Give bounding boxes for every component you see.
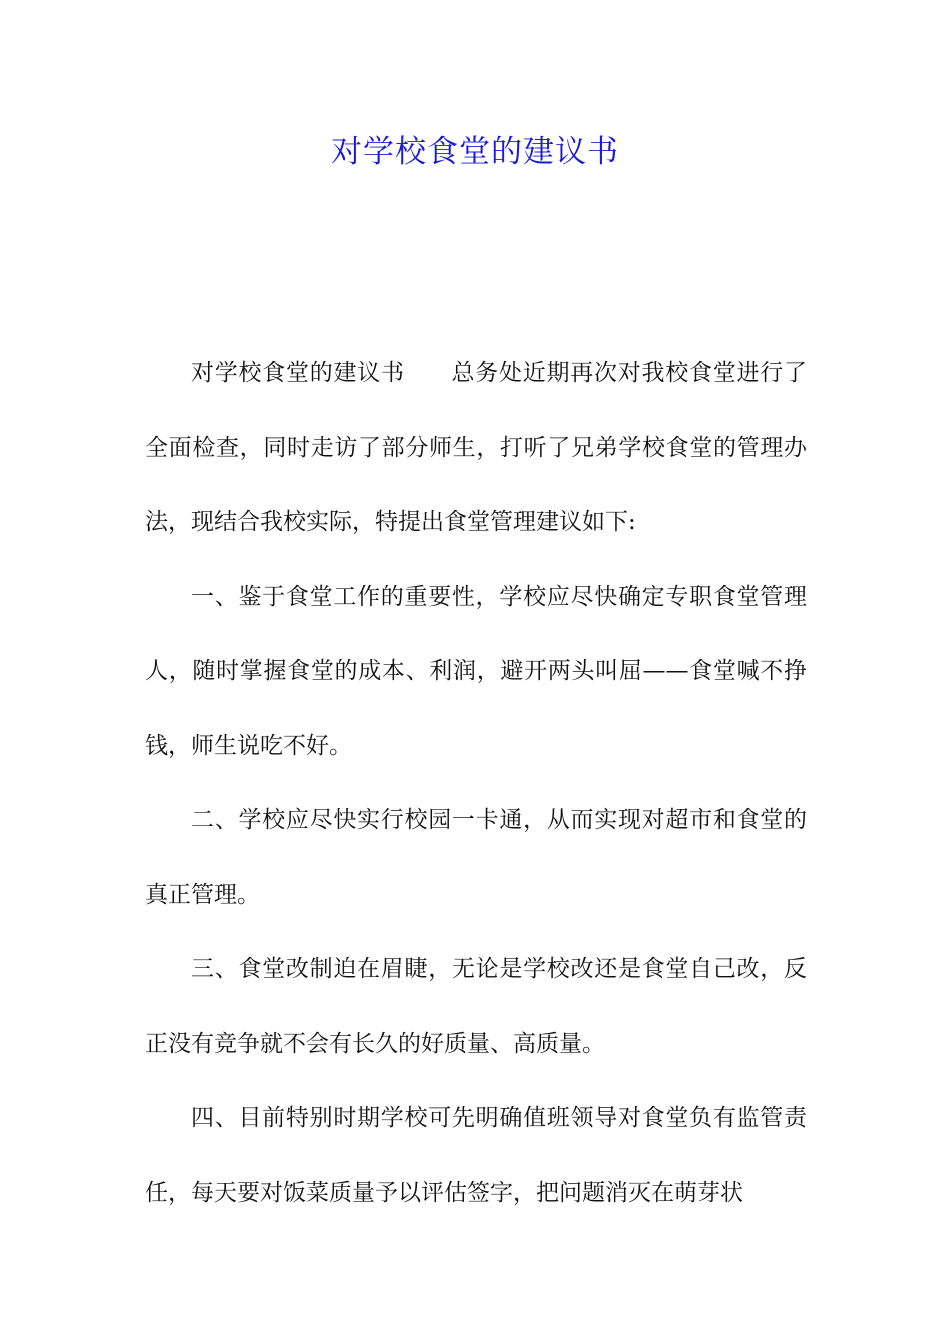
paragraph-1: 一、鉴于食堂工作的重要性，学校应尽快确定专职食堂管理人，随时掌握食堂的成本、利润，避开两头叫屈——食堂喊不挣钱，师生说吃不好。 (145, 583, 807, 759)
intro-heading: 对学校食堂的建议书 (191, 360, 405, 386)
paragraph-intro (145, 336, 807, 560)
paragraph-3: 三、食堂改制迫在眉睫，无论是学校改还是食堂自己改，反正没有竞争就不会有长久的好质量、高质量。 (145, 956, 807, 1057)
paragraph-text: 总务处近期再次对我校食堂进行了全面检查，同时走访了部分师生，打听了兄弟学校食堂的管理办法，现结合我校实际，特提出食堂管理建议如下: (145, 360, 807, 535)
paragraph-4: 四、目前特别时期学校可先明确值班领导对食堂负有监管责任，每天要对饭菜质量予以评估签字，把问题消灭在萌芽状 (145, 1105, 807, 1206)
document-body (145, 336, 807, 1230)
document-title: 对学校食堂的建议书 (331, 134, 619, 170)
paragraph-2: 二、学校应尽快实行校园一卡通，从而实现对超市和食堂的真正管理。 (145, 807, 807, 908)
